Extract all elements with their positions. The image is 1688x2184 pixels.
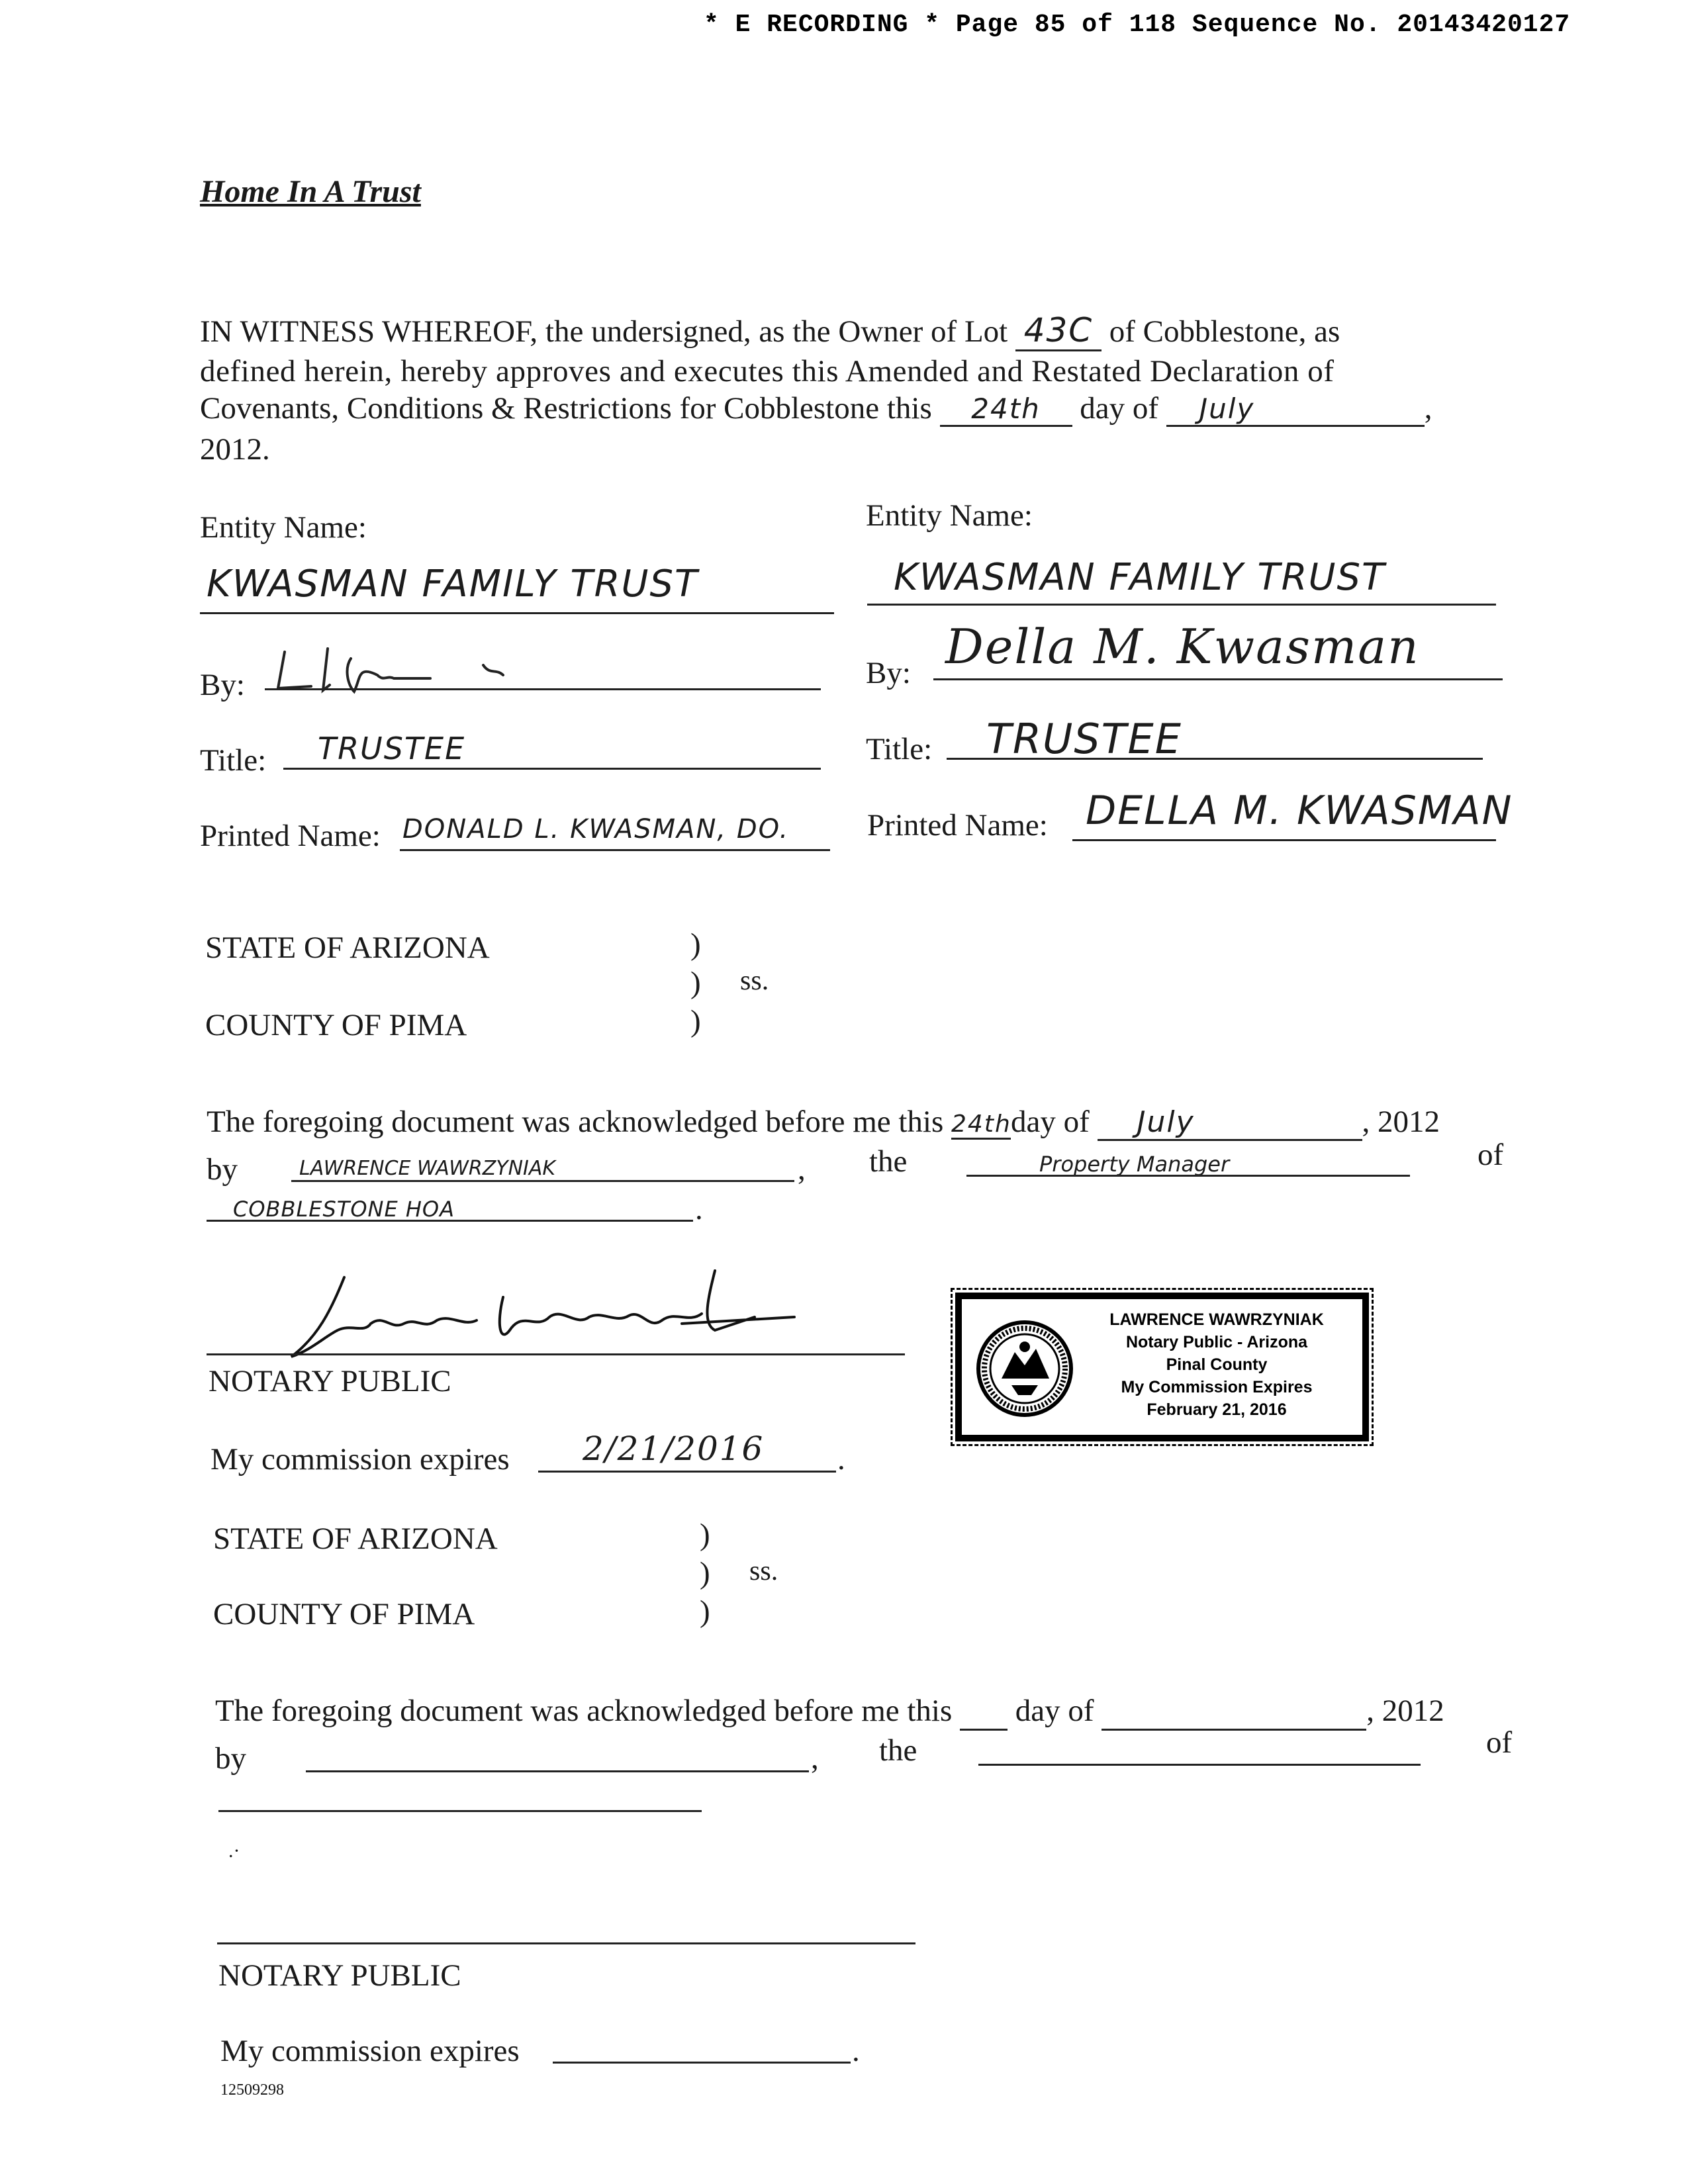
notary2-expires-label: My commission expires (220, 2034, 520, 2068)
ack2-line-1 (215, 1693, 1444, 1731)
witness-year: 2012. (200, 432, 270, 467)
ack1-text: The foregoing document was acknowledged before me this (207, 1105, 944, 1139)
right-printed-label: Printed Name: (867, 808, 1048, 842)
notary1-period: . (837, 1442, 845, 1477)
left-title-value: TRUSTEE (318, 731, 466, 766)
notary1-expires-label: My commission expires (211, 1442, 510, 1477)
venue2-state: STATE OF ARIZONA (213, 1522, 498, 1556)
witness-text-a: IN WITNESS WHEREOF, the undersigned, as the Owner of Lot (200, 314, 1008, 349)
venue2-paren-1: ) (700, 1518, 710, 1552)
witness-line-1 (200, 311, 1340, 351)
right-by-signature: Della M. Kwasman (945, 619, 1420, 674)
ack2-name-line[interactable] (306, 1770, 809, 1772)
recording-header: * E RECORDING * Page 85 of 118 Sequence No. 20143420127 (704, 11, 1571, 39)
ack2-text: The foregoing document was acknowledged before me this (215, 1694, 953, 1728)
ack2-day-blank[interactable] (960, 1693, 1008, 1731)
ack2-role-line[interactable] (978, 1764, 1421, 1766)
left-printed-value: DONALD L. KWASMAN, DO. (402, 814, 790, 844)
witness-text-d: day of (1080, 391, 1159, 426)
stamp-line-1: LAWRENCE WAWRZYNIAK (1109, 1310, 1324, 1329)
ack2-year: , 2012 (1366, 1694, 1444, 1728)
venue1-paren-1: ) (690, 927, 701, 962)
ack1-line-1 (207, 1104, 1440, 1141)
stamp-text (1068, 1308, 1366, 1421)
ack1-name: LAWRENCE WAWRZYNIAK (299, 1157, 556, 1180)
venue2-county: COUNTY OF PIMA (213, 1597, 475, 1631)
stamp-line-4: My Commission Expires (1121, 1378, 1313, 1396)
ack1-period: . (695, 1192, 703, 1226)
ack1-role-line (966, 1175, 1410, 1177)
notary2-period: . (852, 2034, 860, 2068)
venue1-paren-3: ) (690, 1004, 701, 1038)
ack1-of: of (1477, 1138, 1504, 1172)
right-entity-label: Entity Name: (866, 498, 1033, 533)
lot-number: 43C (1015, 311, 1102, 351)
right-title-value: TRUSTEE (986, 715, 1182, 763)
venue1-paren-2: ) (690, 966, 701, 1000)
witness-comma: , (1424, 391, 1432, 426)
stamp-line-5: February 21, 2016 (1147, 1400, 1287, 1419)
witness-text-c: Covenants, Conditions & Restrictions for Cobblestone this (200, 391, 932, 426)
right-by-line (933, 678, 1503, 680)
footer-document-id: 12509298 (220, 2081, 284, 2099)
right-title-line (947, 758, 1483, 760)
ack1-year: , 2012 (1362, 1105, 1440, 1139)
witness-line-3 (200, 390, 1432, 427)
notary2-sig-line[interactable] (217, 1942, 915, 1944)
ack2-by: by (215, 1741, 246, 1776)
witness-month: July (1166, 392, 1425, 427)
left-entity-label: Entity Name: (200, 510, 367, 545)
ack1-org: COBBLESTONE HOA (233, 1197, 455, 1222)
notary2-label: NOTARY PUBLIC (218, 1958, 461, 1993)
venue1-state: STATE OF ARIZONA (205, 931, 490, 965)
right-printed-line (1072, 839, 1496, 841)
state-seal-icon (975, 1319, 1074, 1418)
ack1-org-line (207, 1220, 693, 1222)
stray-mark: .· (228, 1840, 240, 1862)
notary1-sig-line (207, 1353, 905, 1355)
ack2-comma: , (811, 1741, 819, 1776)
ack2-org-line[interactable] (218, 1810, 702, 1812)
venue2-paren-2: ) (700, 1556, 710, 1590)
witness-day: 24th (940, 392, 1072, 427)
ack2-the: the (879, 1733, 917, 1768)
ack1-comma: , (798, 1152, 806, 1187)
right-entity-line (867, 604, 1496, 606)
ack1-month: July (1098, 1105, 1362, 1141)
notary1-expires-value: 2/21/2016 (583, 1430, 765, 1468)
ack1-day-of: day of (1011, 1105, 1090, 1139)
venue1-ss: ss. (740, 966, 769, 996)
left-by-line (265, 688, 821, 690)
ack2-day-of: day of (1015, 1694, 1094, 1728)
venue2-paren-3: ) (700, 1594, 710, 1629)
ack1-name-line (291, 1180, 794, 1182)
left-printed-line (400, 849, 830, 851)
witness-line-2: defined herein, hereby approves and executes this Amended and Restated Declaration of (200, 354, 1335, 388)
ack1-by: by (207, 1152, 238, 1187)
notary1-expires-line (538, 1471, 836, 1473)
document-title: Home In A Trust (200, 174, 421, 209)
witness-text-b: of Cobblestone, as (1109, 314, 1340, 349)
right-title-label: Title: (866, 732, 933, 766)
left-printed-label: Printed Name: (200, 819, 381, 853)
ack1-the: the (869, 1144, 908, 1179)
left-entity-name: KWASMAN FAMILY TRUST (207, 563, 699, 606)
venue2-ss: ss. (749, 1556, 778, 1586)
stamp-line-3: Pinal County (1166, 1355, 1268, 1374)
venue1-county: COUNTY OF PIMA (205, 1008, 467, 1042)
left-title-label: Title: (200, 743, 267, 778)
notary1-signature (252, 1257, 814, 1377)
ack2-month-blank[interactable] (1102, 1693, 1366, 1731)
ack2-of: of (1486, 1725, 1513, 1760)
notary1-label: NOTARY PUBLIC (209, 1364, 451, 1398)
notary2-expires-line[interactable] (553, 2062, 851, 2064)
right-printed-value: DELLA M. KWASMAN (1086, 788, 1513, 834)
ack1-day: 24th (951, 1111, 1011, 1140)
left-entity-line (200, 612, 834, 614)
ack1-role: Property Manager (1039, 1152, 1230, 1177)
right-entity-name: KWASMAN FAMILY TRUST (894, 556, 1386, 599)
right-by-label: By: (866, 656, 911, 690)
left-title-line (283, 768, 821, 770)
left-by-label: By: (200, 668, 245, 702)
notary-stamp (955, 1293, 1369, 1441)
stamp-line-2: Notary Public - Arizona (1125, 1333, 1308, 1351)
